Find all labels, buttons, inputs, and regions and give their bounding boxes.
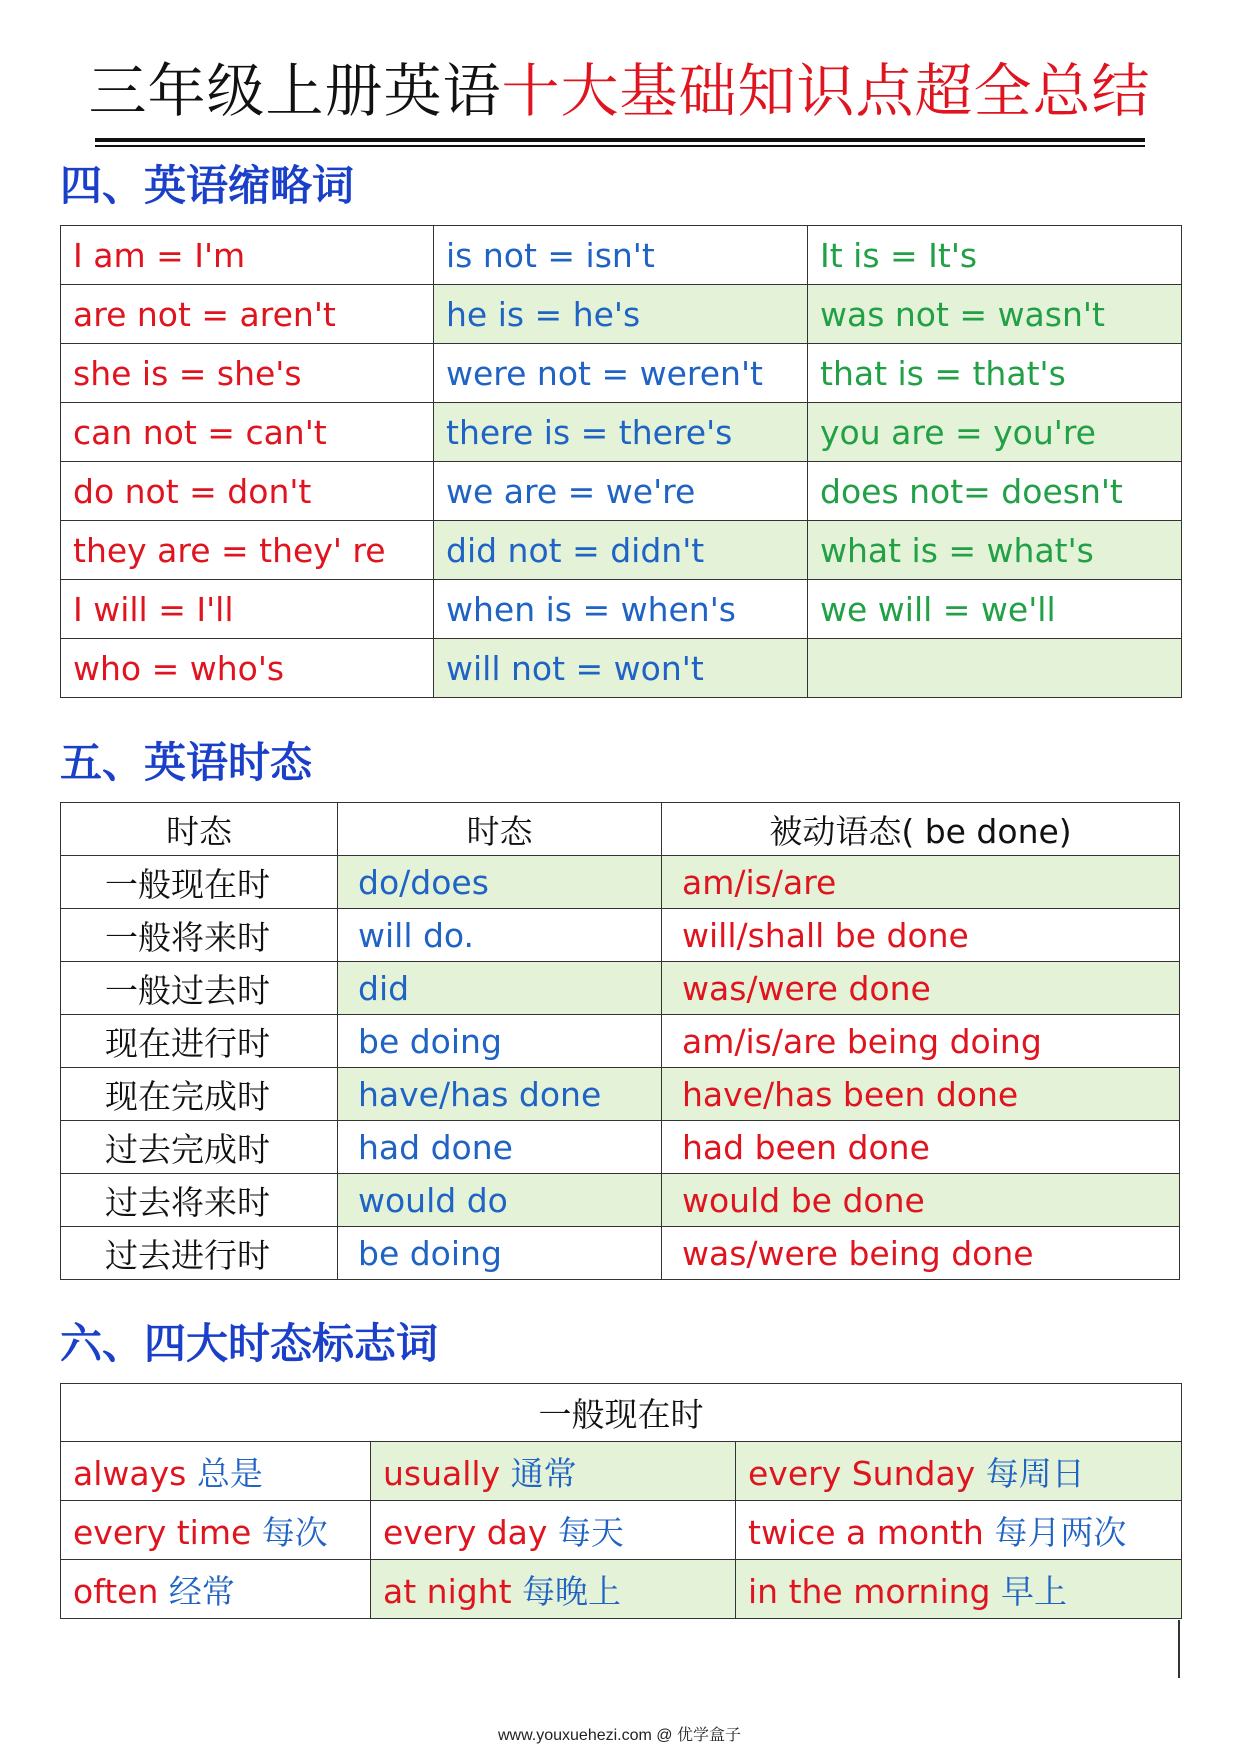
signal-word-cell <box>61 1501 371 1560</box>
table-row <box>61 639 1182 698</box>
tense-form: do/does <box>338 856 662 909</box>
signal-words-table <box>60 1383 1182 1619</box>
tense-form: would do <box>338 1174 662 1227</box>
contraction-cell: we will = we'll <box>808 580 1182 639</box>
section-heading-signal-words: 六、四大时态标志词 <box>60 1319 439 1368</box>
signal-table-title: 一般现在时 <box>61 1384 1182 1442</box>
signal-word-cell <box>371 1560 736 1619</box>
tense-name: 一般现在时 <box>61 856 338 909</box>
signal-word-zh: 早上 <box>1001 1571 1067 1611</box>
contraction-cell: they are = they' re <box>61 521 434 580</box>
table-row <box>61 856 1180 909</box>
signal-word-en: every time <box>73 1512 252 1552</box>
page-title-black: 三年级上册英语 <box>88 57 502 125</box>
table-row <box>61 580 1182 639</box>
tense-form: be doing <box>338 1015 662 1068</box>
contraction-cell: was not = wasn't <box>808 285 1182 344</box>
tense-form: will do. <box>338 909 662 962</box>
signal-word-cell <box>736 1501 1182 1560</box>
contraction-cell: we are = we're <box>434 462 808 521</box>
contraction-cell <box>808 639 1182 698</box>
signal-word-en: often <box>73 1571 159 1611</box>
tense-name: 过去将来时 <box>61 1174 338 1227</box>
signal-word-cell <box>61 1442 371 1501</box>
section-heading-contractions: 四、英语缩略词 <box>60 161 355 210</box>
contraction-cell: when is = when's <box>434 580 808 639</box>
signal-word-zh: 每月两次 <box>994 1512 1127 1552</box>
signal-word-en: every Sunday <box>748 1453 976 1493</box>
passive-form: had been done <box>662 1121 1180 1174</box>
contraction-cell: you are = you're <box>808 403 1182 462</box>
table-row <box>61 403 1182 462</box>
passive-form: was/were done <box>662 962 1180 1015</box>
signal-word-zh: 每周日 <box>985 1453 1085 1493</box>
table-row <box>61 521 1182 580</box>
table-row <box>61 462 1182 521</box>
signal-word-en: twice a month <box>748 1512 984 1552</box>
tense-name: 现在进行时 <box>61 1015 338 1068</box>
signal-word-en: usually <box>383 1453 501 1493</box>
tense-name: 现在完成时 <box>61 1068 338 1121</box>
contraction-cell: I am = I'm <box>61 226 434 285</box>
contraction-cell: what is = what's <box>808 521 1182 580</box>
table-row <box>61 1015 1180 1068</box>
table-row <box>61 1501 1182 1560</box>
signal-word-zh: 总是 <box>196 1453 263 1493</box>
page-title <box>0 57 1239 125</box>
contraction-cell: did not = didn't <box>434 521 808 580</box>
signal-word-en: always <box>73 1453 187 1493</box>
tense-name: 一般过去时 <box>61 962 338 1015</box>
header-tense-form: 时态 <box>338 803 662 856</box>
contraction-cell: who = who's <box>61 639 434 698</box>
table-row <box>61 1068 1180 1121</box>
tense-form: have/has done <box>338 1068 662 1121</box>
contraction-cell: there is = there's <box>434 403 808 462</box>
passive-form: am/is/are <box>662 856 1180 909</box>
tense-name: 过去完成时 <box>61 1121 338 1174</box>
signal-word-en: in the morning <box>748 1571 991 1611</box>
contractions-table <box>60 225 1182 698</box>
signal-word-zh: 每晚上 <box>522 1571 622 1611</box>
table-row <box>61 1560 1182 1619</box>
signal-word-zh: 每天 <box>557 1512 624 1552</box>
table-row <box>61 285 1182 344</box>
signal-word-zh: 经常 <box>168 1571 235 1611</box>
tense-name: 过去进行时 <box>61 1227 338 1280</box>
footer-watermark: www.youxuehezi.com @ 优学盒子 <box>498 1727 741 1744</box>
contraction-cell: were not = weren't <box>434 344 808 403</box>
page-title-red: 十大基础知识点超全总结 <box>501 57 1151 125</box>
contraction-cell: will not = won't <box>434 639 808 698</box>
title-underline <box>95 138 1145 142</box>
table-row <box>61 344 1182 403</box>
table-row <box>61 226 1182 285</box>
table-row <box>61 1121 1180 1174</box>
tenses-header-row <box>61 803 1180 856</box>
contraction-cell: do not = don't <box>61 462 434 521</box>
signal-word-cell <box>371 1501 736 1560</box>
header-tense: 时态 <box>61 803 338 856</box>
tense-name: 一般将来时 <box>61 909 338 962</box>
passive-form: was/were being done <box>662 1227 1180 1280</box>
section-heading-tenses: 五、英语时态 <box>60 738 313 787</box>
passive-form: will/shall be done <box>662 909 1180 962</box>
header-passive: 被动语态( be done) <box>662 803 1180 856</box>
contraction-cell: is not = isn't <box>434 226 808 285</box>
table-row <box>61 1227 1180 1280</box>
contraction-cell: that is = that's <box>808 344 1182 403</box>
contraction-cell: It is = It's <box>808 226 1182 285</box>
tense-form: had done <box>338 1121 662 1174</box>
table-row <box>61 1174 1180 1227</box>
tenses-table <box>60 802 1180 1280</box>
table-row <box>61 962 1180 1015</box>
tense-form: did <box>338 962 662 1015</box>
signal-word-zh: 通常 <box>510 1453 577 1493</box>
contraction-cell: does not= doesn't <box>808 462 1182 521</box>
passive-form: have/has been done <box>662 1068 1180 1121</box>
table-row <box>61 1442 1182 1501</box>
signal-word-cell <box>736 1442 1182 1501</box>
contraction-cell: are not = aren't <box>61 285 434 344</box>
passive-form: am/is/are being doing <box>662 1015 1180 1068</box>
table-row <box>61 909 1180 962</box>
signal-word-en: every day <box>383 1512 548 1552</box>
signal-word-zh: 每次 <box>261 1512 328 1552</box>
signal-word-cell <box>61 1560 371 1619</box>
contraction-cell: I will = I'll <box>61 580 434 639</box>
divider-line <box>1178 1620 1180 1678</box>
passive-form: would be done <box>662 1174 1180 1227</box>
title-underline-thin <box>95 145 1145 147</box>
contraction-cell: he is = he's <box>434 285 808 344</box>
signal-word-en: at night <box>383 1571 512 1611</box>
signal-word-cell <box>736 1560 1182 1619</box>
tense-form: be doing <box>338 1227 662 1280</box>
contraction-cell: can not = can't <box>61 403 434 462</box>
signal-word-cell <box>371 1442 736 1501</box>
contraction-cell: she is = she's <box>61 344 434 403</box>
